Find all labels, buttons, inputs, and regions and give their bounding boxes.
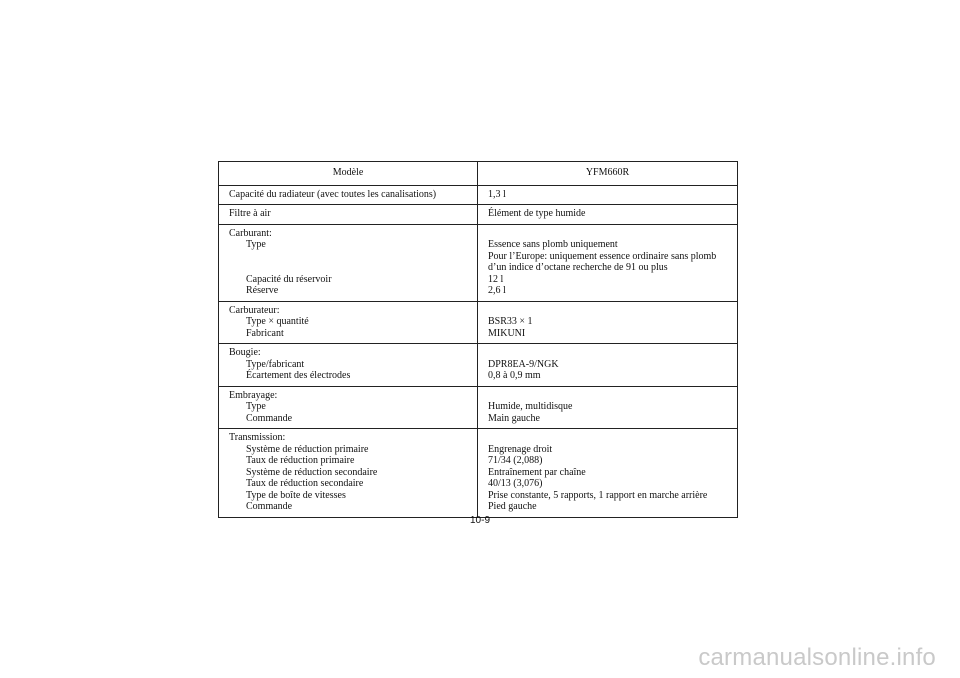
row-value: 12 l [488, 273, 504, 285]
row-label: Système de réduction secondaire [246, 466, 378, 478]
table-header-row [219, 162, 738, 186]
row-value: Élément de type humide [488, 208, 586, 219]
row-label: Commande [246, 501, 293, 512]
row-label: Système de réduction primaire [246, 443, 369, 455]
group-label: Bougie: [229, 347, 261, 358]
row-label: Commande [246, 412, 293, 424]
watermark: carmanualsonline.info [698, 644, 936, 671]
row-label: Type/fabricant [246, 358, 305, 370]
header-model: Modèle [219, 162, 478, 186]
row-value: Main gauche [488, 412, 540, 424]
table-row [219, 301, 738, 344]
row-label: Capacité du réservoir [246, 273, 332, 285]
spec-table [218, 161, 738, 518]
row-label: Taux de réduction secondaire [246, 478, 364, 489]
row-value: MIKUNI [488, 327, 526, 339]
row-value: Engrenage droit [488, 443, 553, 455]
row-value: 40/13 (3,076) [488, 478, 543, 489]
row-value: BSR33 × 1 [488, 316, 533, 327]
row-value: Pour l’Europe: uniquement essence ordinaire sans plomb [488, 250, 717, 262]
row-value: Entraînement par chaîne [488, 466, 586, 478]
row-label: Type de boîte de vitesses [246, 489, 346, 501]
group-label: Carburant: [229, 227, 272, 239]
table-row [219, 429, 738, 518]
row-value: Essence sans plomb uniquement [488, 239, 618, 250]
row-value: Humide, multidisque [488, 401, 573, 412]
row-value: 1,3 l [488, 188, 506, 200]
table-row [219, 185, 738, 205]
row-label: Type × quantité [246, 316, 309, 327]
row-value: Prise constante, 5 rapports, 1 rapport en marche arrière [488, 489, 708, 501]
row-value: 0,8 à 0,9 mm [488, 370, 541, 381]
table-row [219, 386, 738, 429]
row-label: Type [246, 401, 266, 412]
row-label: Écartement des électrodes [246, 370, 351, 381]
row-label: Type [246, 239, 266, 250]
row-value: d’un indice d’octane recherche de 91 ou plus [488, 262, 668, 273]
row-value: 2,6 l [488, 285, 506, 296]
group-label: Carburateur: [229, 304, 280, 316]
table-row [219, 344, 738, 387]
page-number: 10-9 [469, 515, 490, 526]
row-value: 71/34 (2,088) [488, 455, 543, 466]
row-label: Fabricant [246, 327, 284, 339]
group-label: Embrayage: [229, 389, 278, 401]
row-label: Réserve [246, 285, 279, 296]
row-value: DPR8EA-9/NGK [488, 358, 559, 370]
row-value: Pied gauche [488, 501, 537, 512]
header-model-value: YFM660R [478, 162, 738, 186]
group-label: Transmission: [229, 432, 286, 443]
row-label: Capacité du radiateur (avec toutes les canalisations) [229, 188, 437, 200]
table-row [219, 224, 738, 301]
table-row [219, 205, 738, 225]
row-label: Filtre à air [229, 208, 271, 219]
row-label: Taux de réduction primaire [246, 455, 355, 466]
